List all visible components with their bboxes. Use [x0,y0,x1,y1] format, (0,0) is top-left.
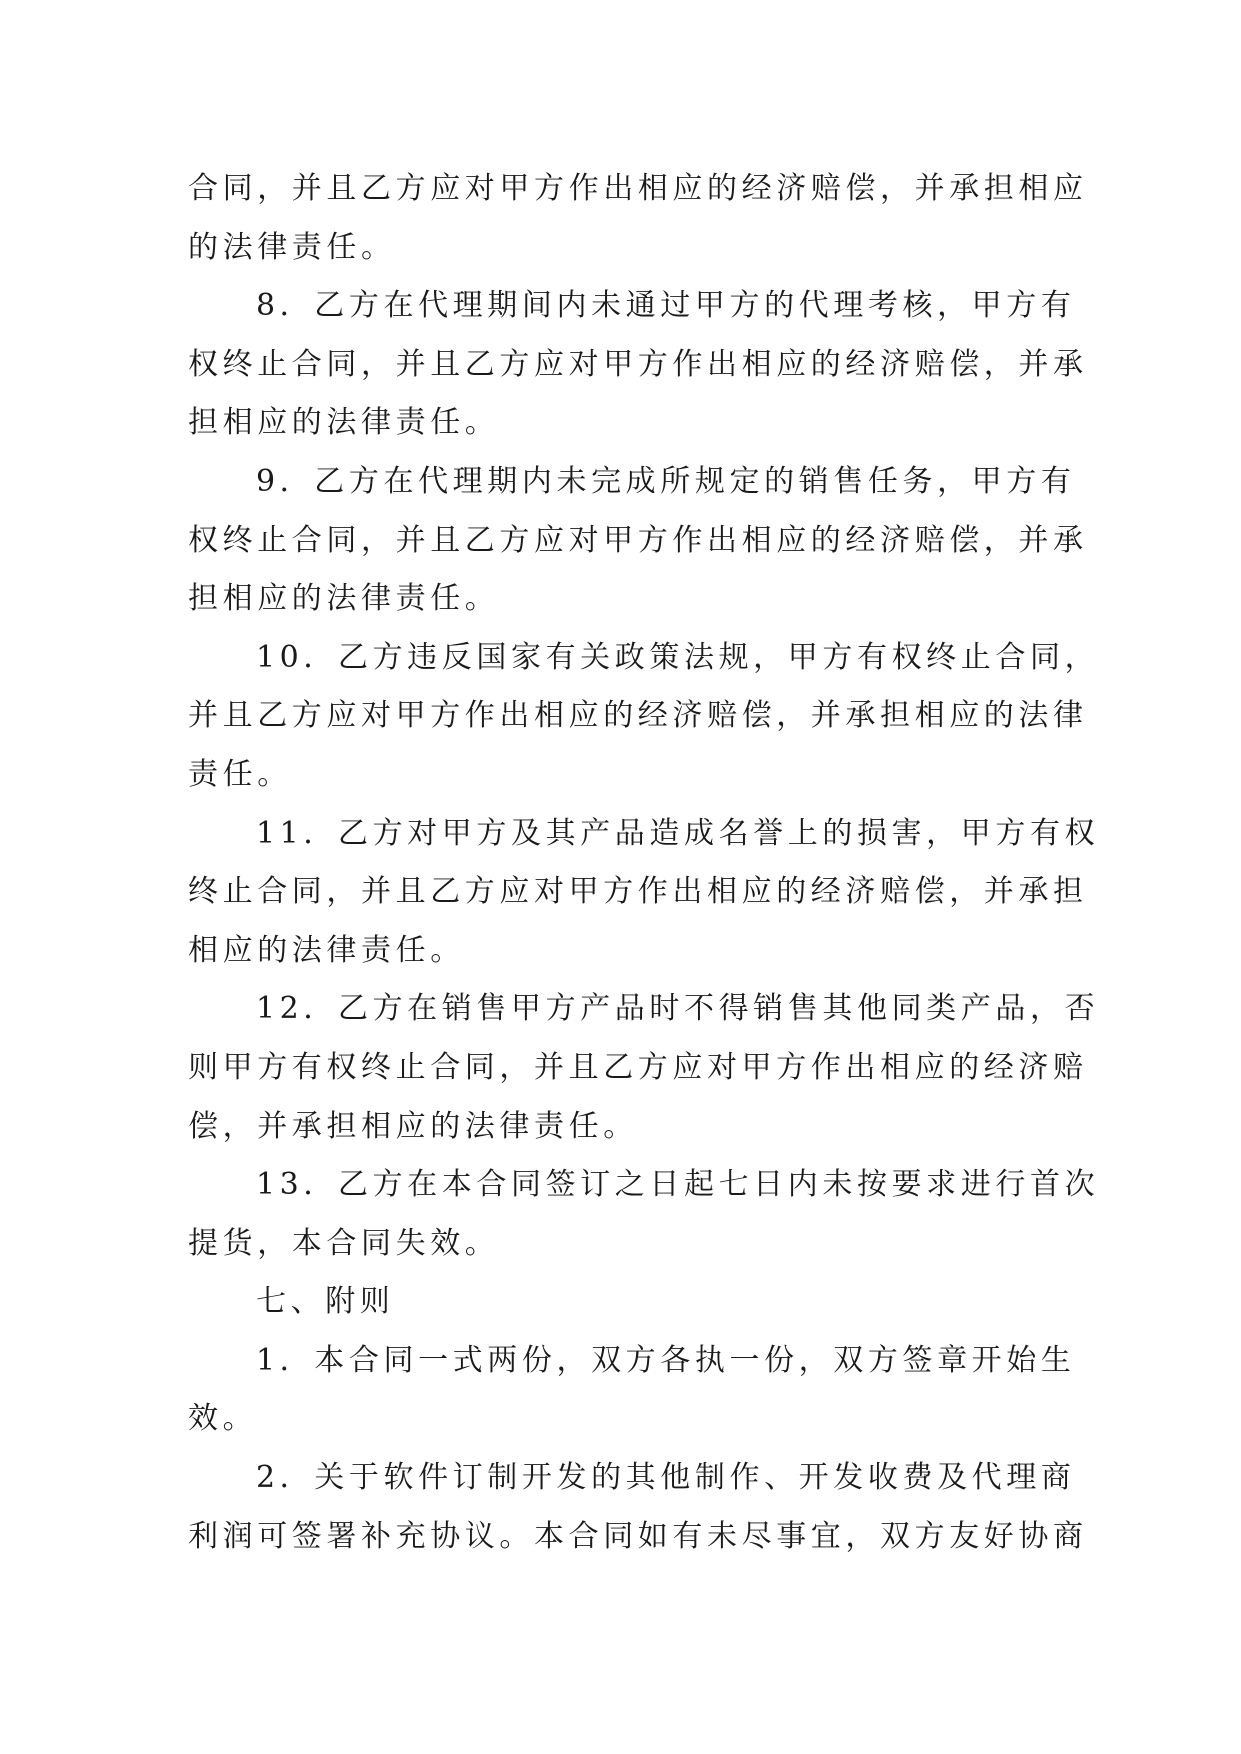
text-line: 责任。 [188,756,292,792]
clause-13-start: 13．乙方在本合同签订之日起七日内未按要求进行首次 [256,1167,1100,1203]
clause-12-start: 12．乙方在销售甲方产品时不得销售其他同类产品，否 [256,991,1100,1027]
appendix-clause-2-start: 2．关于软件订制开发的其他制作、开发收费及代理商 [256,1460,1076,1496]
appendix-clause-1-start: 1．本合同一式两份，双方各执一份，双方签章开始生 [256,1342,1076,1378]
text-line: 利润可签署补充协议。本合同如有未尽事宜，双方友好协商 [188,1518,1088,1554]
text-line: 权终止合同，并且乙方应对甲方作出相应的经济赔偿，并承 [188,522,1088,558]
text-line: 的法律责任。 [188,229,396,265]
section-heading: 七、附则 [256,1284,395,1320]
text-line: 提货，本合同失效。 [188,1225,500,1261]
text-line: 并且乙方应对甲方作出相应的经济赔偿，并承担相应的法律 [188,698,1088,734]
text-line: 相应的法律责任。 [188,932,465,968]
clause-11-start: 11．乙方对甲方及其产品造成名誉上的损害，甲方有权 [256,815,1100,851]
clause-9-start: 9．乙方在代理期内未完成所规定的销售任务，甲方有 [256,463,1076,499]
text-line: 权终止合同，并且乙方应对甲方作出相应的经济赔偿，并承 [188,346,1088,382]
clause-8-start: 8．乙方在代理期间内未通过甲方的代理考核，甲方有 [256,288,1076,324]
text-line: 效。 [188,1401,258,1437]
text-line: 担相应的法律责任。 [188,405,500,441]
clause-10-start: 10．乙方违反国家有关政策法规，甲方有权终止合同， [256,639,1100,675]
text-line: 合同，并且乙方应对甲方作出相应的经济赔偿，并承担相应 [188,171,1088,206]
contract-text [188,160,1100,1566]
text-line: 终止合同，并且乙方应对甲方作出相应的经济赔偿，并承担 [188,874,1088,910]
text-line: 偿，并承担相应的法律责任。 [188,1108,638,1144]
text-line: 担相应的法律责任。 [188,581,500,617]
text-line: 则甲方有权终止合同，并且乙方应对甲方作出相应的经济赔 [188,1049,1088,1085]
